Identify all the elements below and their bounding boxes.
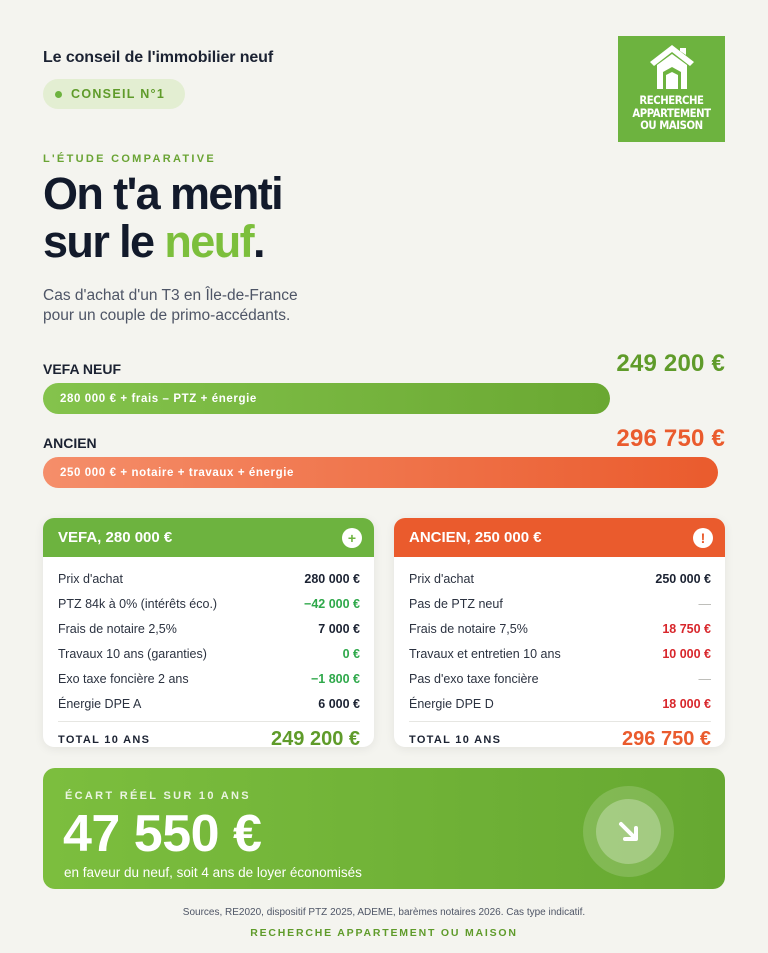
- row-value: 18 000 €: [662, 696, 711, 711]
- savings-circle-inner: [596, 799, 661, 864]
- pill-dot: [55, 91, 62, 98]
- row-value: —: [698, 671, 711, 686]
- row-value: 18 750 €: [662, 621, 711, 636]
- ancien-total-row: [409, 721, 711, 747]
- savings-caption: en faveur du neuf, soit 4 ans de loyer économisés: [64, 865, 362, 880]
- row-label: Prix d'achat: [409, 571, 474, 586]
- table-row: [58, 641, 360, 666]
- row-value: −1 800 €: [310, 671, 360, 686]
- ancien-card-header: [394, 518, 725, 557]
- headline: [43, 170, 282, 266]
- logo-line: OU MAISON: [640, 118, 703, 132]
- savings-circle: [583, 786, 674, 877]
- ancien-bar-text: 250 000 € + notaire + travaux + énergie: [60, 466, 295, 479]
- row-label: Frais de notaire 7,5%: [409, 621, 528, 636]
- row-label: Travaux et entretien 10 ans: [409, 646, 561, 661]
- headline-prefix: sur le: [43, 216, 165, 267]
- row-label: Frais de notaire 2,5%: [58, 621, 177, 636]
- row-value: 250 000 €: [655, 571, 711, 586]
- table-row: [409, 691, 711, 716]
- row-value: 280 000 €: [304, 571, 360, 586]
- table-row: [58, 566, 360, 591]
- row-value: 7 000 €: [318, 621, 360, 636]
- eyebrow: L'ÉTUDE COMPARATIVE: [43, 153, 217, 165]
- exclamation-icon: !: [693, 528, 713, 548]
- neuf-label: VEFA NEUF: [43, 361, 122, 377]
- row-value: −42 000 €: [304, 596, 360, 611]
- table-row: [409, 591, 711, 616]
- row-label: Prix d'achat: [58, 571, 123, 586]
- neuf-amount: 249 200 €: [616, 350, 725, 377]
- ancien-card-body: [394, 557, 725, 747]
- headline-suffix: .: [252, 216, 264, 267]
- ancien-card-title: ANCIEN, 250 000 €: [409, 529, 542, 546]
- row-label: Exo taxe foncière 2 ans: [58, 671, 189, 686]
- neuf-bar-text: 280 000 € + frais – PTZ + énergie: [60, 392, 257, 405]
- ancien-card: [394, 518, 725, 747]
- logo-line: APPARTEMENT: [632, 105, 711, 120]
- savings-panel: [43, 768, 725, 889]
- brand-tagline: Le conseil de l'immobilier neuf: [43, 49, 274, 66]
- headline-highlight: neuf: [164, 216, 253, 267]
- arrow-down-right-icon: [616, 819, 642, 845]
- row-value: —: [698, 596, 711, 611]
- table-row: [409, 566, 711, 591]
- row-label: Travaux 10 ans (garanties): [58, 646, 207, 661]
- savings-amount: 47 550 €: [63, 805, 262, 863]
- subtitle-line-2: pour un couple de primo-accédants.: [43, 307, 291, 324]
- row-label: Énergie DPE D: [409, 696, 494, 711]
- vefa-card-title: VEFA, 280 000 €: [58, 529, 173, 546]
- vefa-total-amount: 249 200 €: [271, 728, 360, 747]
- plus-icon: +: [342, 528, 362, 548]
- ancien-amount: 296 750 €: [616, 425, 725, 452]
- table-row: [58, 691, 360, 716]
- logo-line: RECHERCHE: [639, 93, 704, 107]
- table-row: [58, 591, 360, 616]
- logo-text: [632, 94, 710, 132]
- subtitle-line-1: Cas d'achat d'un T3 en Île-de-France: [43, 287, 298, 304]
- vefa-card-header: [43, 518, 374, 557]
- subtitle: [43, 286, 403, 326]
- table-row: [409, 641, 711, 666]
- table-row: [58, 616, 360, 641]
- vefa-card: [43, 518, 374, 747]
- headline-line-2: [43, 218, 282, 266]
- savings-label: ÉCART RÉEL SUR 10 ANS: [65, 790, 251, 802]
- row-label: Pas d'exo taxe foncière: [409, 671, 539, 686]
- total-label: TOTAL 10 ANS: [409, 733, 502, 746]
- sources-note: Sources, RE2020, dispositif PTZ 2025, ADEME, barèmes notaires 2026. Cas type indicatif.: [182, 907, 586, 918]
- row-value: 6 000 €: [318, 696, 360, 711]
- row-value: 0 €: [342, 646, 360, 661]
- ancien-total-amount: 296 750 €: [622, 728, 711, 747]
- row-label: PTZ 84k à 0% (intérêts éco.): [58, 596, 218, 611]
- table-row: [409, 616, 711, 641]
- vefa-total-row: [58, 721, 360, 747]
- row-label: Énergie DPE A: [58, 696, 142, 711]
- vefa-card-body: [43, 557, 374, 747]
- advice-number-pill: [43, 79, 185, 109]
- pill-label: CONSEIL N°1: [71, 87, 166, 101]
- ancien-label: ANCIEN: [43, 435, 97, 451]
- footer-brand: RECHERCHE APPARTEMENT OU MAISON: [250, 927, 518, 939]
- table-row: [409, 666, 711, 691]
- row-value: 10 000 €: [662, 646, 711, 661]
- headline-line-1: On t'a menti: [43, 168, 283, 219]
- neuf-bar: [43, 383, 610, 414]
- row-label: Pas de PTZ neuf: [409, 596, 503, 611]
- ancien-bar: [43, 457, 718, 488]
- house-icon: [647, 42, 697, 92]
- total-label: TOTAL 10 ANS: [58, 733, 151, 746]
- table-row: [58, 666, 360, 691]
- brand-logo: [618, 36, 725, 142]
